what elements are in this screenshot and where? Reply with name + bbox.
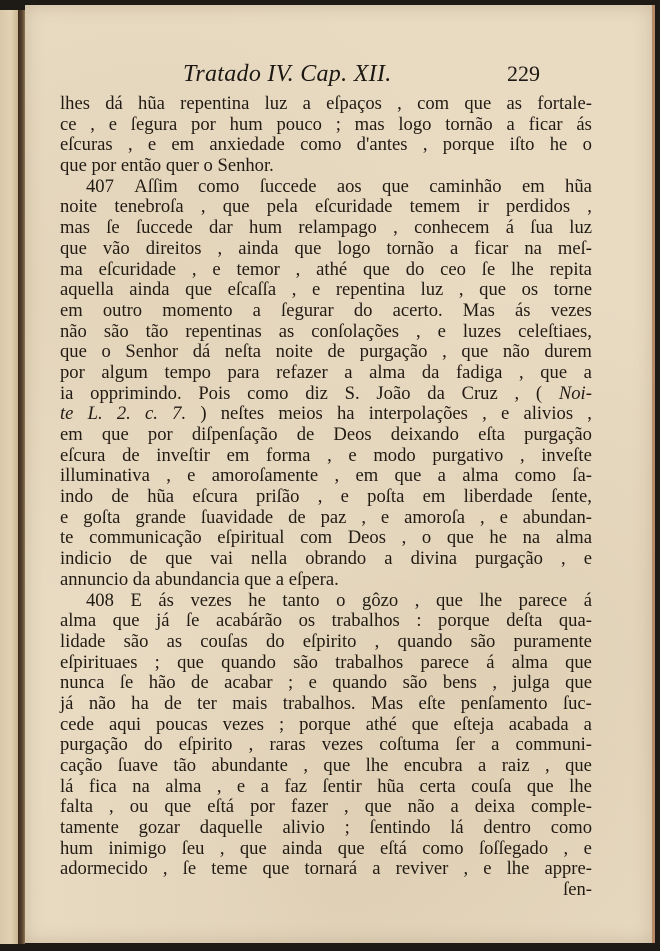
text-line: nunca ſe hão de acabar ; e quando são bens , julga que xyxy=(60,672,592,694)
text-line: te L. 2. c. 7. ) neſtes meios ha interpolações , e alivios , xyxy=(60,403,592,425)
text-line: cação ſuave tão abundante , que lhe encubra a raiz , que xyxy=(60,755,592,776)
running-head xyxy=(25,61,652,91)
text-line: hum inimigo ſeu , que ainda que eſtá como ſoſſegado , e xyxy=(60,837,592,859)
text-line: por algum tempo para refazer a alma da fadiga , que a xyxy=(60,361,592,383)
body-text xyxy=(60,94,592,901)
text-line: te communicação eſpiritual com Deos , o que he na alma xyxy=(60,527,592,549)
text-line: já não ha de ter mais trabalhos. Mas eſte penſamento ſuc- xyxy=(60,692,592,714)
text-line: ma eſcuridade , e temor , athé que do ceo ſe lhe repita xyxy=(60,258,592,280)
text-line: em que por diſpenſação de Deos deixando eſta purgação xyxy=(60,424,592,445)
text-line: indo de hũa eſcura priſão , e poſta em liberdade ſente, xyxy=(60,486,592,508)
book-gutter xyxy=(18,10,25,944)
text-line: lhes dá hũa repentina luz a eſpaços , com que as fortale- xyxy=(60,93,592,114)
text-line: lidade são as couſas do eſpirito , quando são puramente xyxy=(60,630,592,652)
text-line: em outro momento a ſegurar do acerto. Mas ás vezes xyxy=(60,299,592,321)
text-line: 408 E ás vezes he tanto o gôzo , que lhe parece á xyxy=(86,589,592,611)
text-line: e goſta grande ſuavidade de paz , e amoroſa , e abundan- xyxy=(60,506,592,528)
text-line: aquella ainda que eſcaſſa , e repentina luz , que os torne xyxy=(60,279,592,301)
text-line: alma que já ſe acabárão os trabalhos : porque deſta qua- xyxy=(60,610,592,632)
text-line: que o Senhor dá neſta noite de purgação , que não durem xyxy=(60,341,592,363)
text-line: noite tenebroſa , que pela eſcuridade temem ir perdidos , xyxy=(60,196,592,218)
text-line: indicio de que vai nella obrando a divina purgação , e xyxy=(60,548,592,570)
adjacent-page-edge xyxy=(0,10,18,944)
text-line: illuminativa , e amoroſamente , em que a alma como ſa- xyxy=(60,465,592,487)
catchword: ſen- xyxy=(563,879,592,901)
text-line: ce , e ſegura por hum pouco ; mas logo tornão a ficar ás xyxy=(60,113,592,135)
text-line: eſcura de inveſtir em forma , e modo purgativo , inveſte xyxy=(60,444,592,466)
text-line: purgação do eſpirito , raras vezes coſtuma ſer a communi- xyxy=(60,734,592,756)
text-line: tamente gozar daquelle alivio ; ſentindo lá dentro como xyxy=(60,817,592,839)
text-line: que vão direitos , ainda que logo tornão a ficar na meſ- xyxy=(60,237,592,259)
text-line: adormecido , ſe teme que tornará a reviver , e lhe appre- xyxy=(60,858,592,880)
book-page xyxy=(25,5,655,943)
text-line: cede aqui poucas vezes ; porque athé que eſteja acabada a xyxy=(60,713,592,735)
text-line: que por então quer o Senhor. xyxy=(60,155,274,177)
text-line: eſcuras , e em anxiedade como d'antes , porque iſto he o xyxy=(60,134,592,156)
text-line: 407 Aſſim como ſuccede aos que caminhão em hũa xyxy=(86,175,592,197)
running-head-title: Tratado IV. Cap. XII. xyxy=(183,61,392,87)
text-line: não são tão repentinas as conſolações , e luzes celeſtiaes, xyxy=(60,320,592,342)
text-line: mas ſe ſuccede dar hum relampago , conhecem á ſua luz xyxy=(60,217,592,239)
text-line: falta , ou que eſtá por fazer , que não a deixa comple- xyxy=(60,796,592,818)
text-line: eſpirituaes ; que quando são trabalhos parece á alma que xyxy=(60,651,592,673)
page-number: 229 xyxy=(507,61,540,86)
text-line: ia opprimindo. Pois como diz S. João da Cruz , ( Noi- xyxy=(60,382,592,404)
text-line: annuncio da abundancia que a eſpera. xyxy=(60,568,339,590)
text-line: lá fica na alma , e a faz ſentir hũa certa couſa que lhe xyxy=(60,775,592,797)
